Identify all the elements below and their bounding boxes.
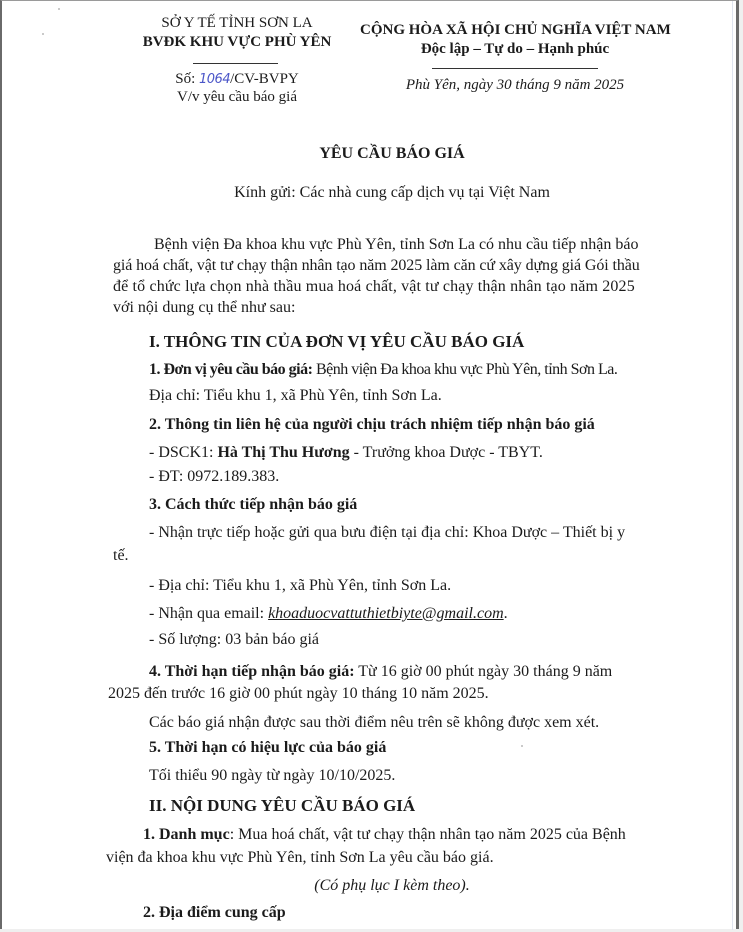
supply-location-heading: 2. Địa điểm cung cấp: [143, 904, 286, 921]
appendix-note: (Có phụ lục I kèm theo).: [314, 877, 470, 894]
unit-address: Địa chỉ: Tiểu khu 1, xã Phù Yên, tỉnh Sơn La.: [149, 387, 442, 404]
email-link[interactable]: khoaduocvattuthietbiyte@gmail.com: [268, 605, 504, 622]
national-motto: Độc lập – Tự do – Hạnh phúc: [420, 41, 610, 57]
country-name: CỘNG HÒA XÃ HỘI CHỦ NGHĨA VIỆT NAM: [360, 22, 671, 38]
header-left-rule: [193, 63, 278, 64]
validity-value: Tối thiểu 90 ngày từ ngày 10/10/2025.: [149, 767, 396, 784]
section-1-heading: I. THÔNG TIN CỦA ĐƠN VỊ YÊU CẦU BÁO GIÁ: [149, 332, 525, 351]
receive-address: - Địa chỉ: Tiểu khu 1, xã Phù Yên, tỉnh Sơn La.: [149, 577, 452, 594]
intro-line: giá hoá chất, vật tư chạy thận nhân tạo năm 2025 làm căn cứ xây dựng giá Gói thầu: [113, 257, 640, 274]
intro-line: Bệnh viện Đa khoa khu vực Phù Yên, tỉnh Sơn La có nhu cầu tiếp nhận báo: [154, 236, 639, 253]
receive-email-line: [149, 605, 508, 623]
document-subject: V/v yêu cầu báo giá: [177, 89, 297, 105]
catalog-label: 1. Danh mục: [143, 826, 230, 843]
deadline-value: Từ 16 giờ 00 phút ngày 30 tháng 9 năm: [354, 663, 613, 680]
late-note: Các báo giá nhận được sau thời điểm nêu trên sẽ không được xem xét.: [149, 714, 600, 731]
place-date: Phù Yên, ngày 30 tháng 9 năm 2025: [405, 77, 625, 93]
deadline-label: 4. Thời hạn tiếp nhận báo giá:: [149, 663, 355, 680]
number-prefix: Số:: [175, 71, 200, 87]
email-suffix: .: [503, 605, 508, 622]
intro-line: để tổ chức lựa chọn nhà thầu mua hoá chất, vật tư chạy thận nhân tạo năm 2025: [113, 278, 635, 295]
receive-direct-line: - Nhận trực tiếp hoặc gửi qua bưu điện tại địa chỉ: Khoa Dược – Thiết bị y: [149, 524, 626, 541]
email-prefix: - Nhận qua email:: [149, 605, 269, 622]
validity-heading: 5. Thời hạn có hiệu lực của báo giá: [149, 739, 387, 756]
catalog-value: : Mua hoá chất, vật tư chạy thận nhân tạo năm 2025 của Bệnh: [229, 826, 626, 843]
number-suffix: /CV-BVPY: [230, 71, 299, 87]
receive-method-heading: 3. Cách thức tiếp nhận báo giá: [149, 496, 358, 513]
handwritten-number: 1064: [199, 72, 231, 87]
document-number: [122, 71, 352, 88]
contact-role: - Trưởng khoa Dược - TBYT.: [349, 444, 543, 461]
deadline-line: [149, 663, 612, 681]
header-right-rule: [432, 68, 598, 69]
deadline-line-2: 2025 đến trước 16 giờ 00 phút ngày 10 tháng 10 năm 2025.: [108, 685, 489, 702]
contact-prefix: - DSCK1:: [149, 444, 218, 461]
scan-speck: [58, 8, 60, 10]
margin-guide: [732, 1, 733, 930]
document-title: YÊU CẦU BÁO GIÁ: [319, 145, 465, 162]
contact-person: [149, 444, 543, 462]
section-2-heading: II. NỘI DUNG YÊU CẦU BÁO GIÁ: [149, 796, 416, 815]
requesting-unit-value: Bệnh viện Đa khoa khu vực Phù Yên, tỉnh Sơn La.: [312, 361, 618, 378]
scan-speck: [521, 745, 523, 747]
catalog-line: [143, 826, 626, 844]
contact-phone: - ĐT: 0972.189.383.: [149, 468, 280, 485]
receive-direct-line: tế.: [113, 547, 129, 564]
requesting-unit: [149, 361, 617, 379]
catalog-line-2: viện đa khoa khu vực Phù Yên, tỉnh Sơn La yêu cầu báo giá.: [106, 849, 494, 866]
requesting-unit-label: 1. Đơn vị yêu cầu báo giá:: [149, 361, 313, 378]
quote-quantity: - Số lượng: 03 bản báo giá: [149, 631, 319, 648]
recipient-line: Kính gửi: Các nhà cung cấp dịch vụ tại Việt Nam: [234, 184, 550, 201]
department-name: SỞ Y TẾ TỈNH SƠN LA: [161, 15, 313, 31]
contact-name: Hà Thị Thu Hương: [217, 444, 350, 461]
intro-line: với nội dung cụ thể như sau:: [113, 299, 296, 316]
scan-speck: [42, 33, 44, 35]
hospital-name: BVĐK KHU VỰC PHÙ YÊN: [142, 34, 332, 50]
contact-heading: 2. Thông tin liên hệ của người chịu trách nhiệm tiếp nhận báo giá: [149, 416, 595, 433]
